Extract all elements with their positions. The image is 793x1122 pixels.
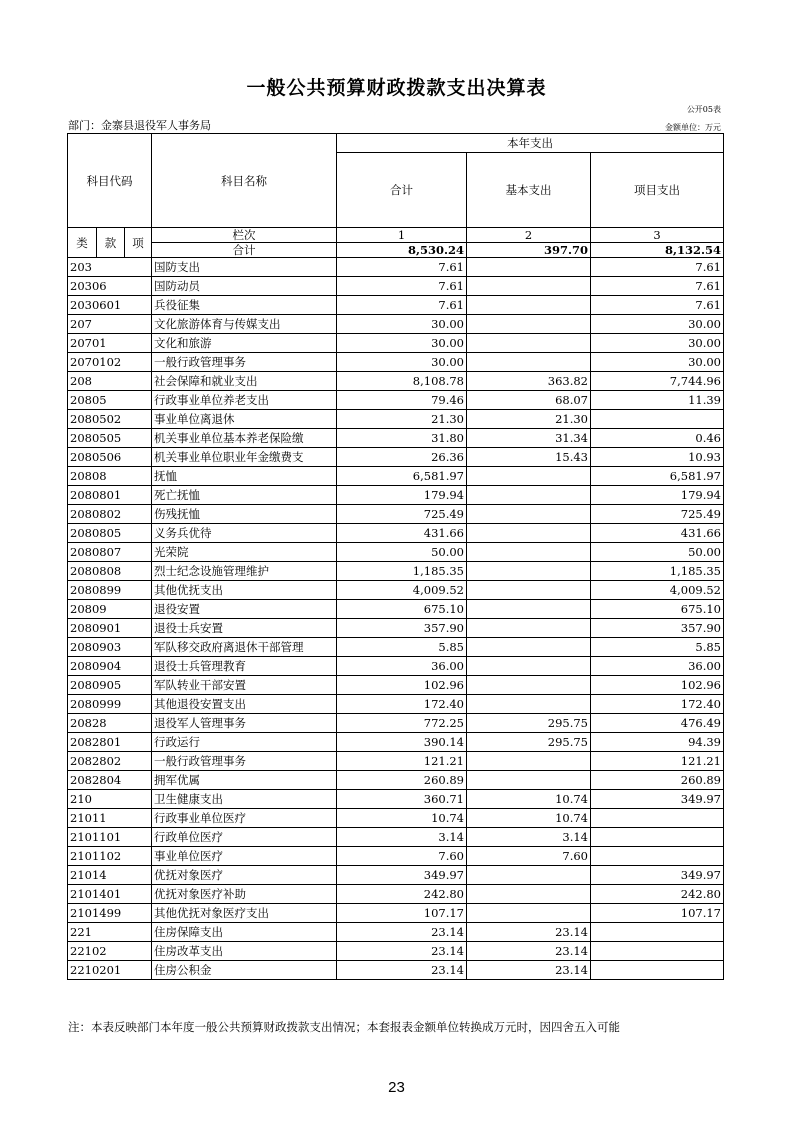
table-row [68,923,725,942]
row-project: 7,744.96 [591,372,724,391]
row-project: 349.97 [591,866,724,885]
table-row [68,695,725,714]
row-total: 23.14 [337,942,467,961]
total-sum: 8,530.24 [337,243,467,258]
row-total: 390.14 [337,733,467,752]
row-project: 357.90 [591,619,724,638]
row-project: 30.00 [591,315,724,334]
table-row [68,372,725,391]
expenditure-table [67,133,725,980]
row-basic: 10.74 [467,809,591,828]
row-project: 5.85 [591,638,724,657]
table-row [68,809,725,828]
header-xiang: 项 [125,228,152,258]
table-row [68,866,725,885]
row-basic: 15.43 [467,448,591,467]
table-row [68,296,725,315]
row-name: 卫生健康支出 [152,790,337,809]
row-code: 221 [68,923,152,942]
row-project: 6,581.97 [591,467,724,486]
row-name: 住房公积金 [152,961,337,980]
row-project: 349.97 [591,790,724,809]
row-name: 一般行政管理事务 [152,752,337,771]
row-code: 2101101 [68,828,152,847]
table-row [68,315,725,334]
row-total: 360.71 [337,790,467,809]
row-total: 21.30 [337,410,467,429]
header-code: 科目代码 [68,134,152,228]
row-name: 事业单位医疗 [152,847,337,866]
row-name: 抚恤 [152,467,337,486]
table-row [68,828,725,847]
header-name: 科目名称 [152,134,337,228]
row-code: 20805 [68,391,152,410]
table-row [68,334,725,353]
row-name: 行政运行 [152,733,337,752]
table-row [68,942,725,961]
table-row [68,904,725,923]
row-basic: 10.74 [467,790,591,809]
row-name: 社会保障和就业支出 [152,372,337,391]
header-basic: 基本支出 [467,153,591,228]
row-basic [467,885,591,904]
row-project: 0.46 [591,429,724,448]
row-code: 2080505 [68,429,152,448]
header-kuan: 款 [97,228,125,258]
table-row [68,638,725,657]
row-code: 2082801 [68,733,152,752]
row-name: 光荣院 [152,543,337,562]
row-project: 30.00 [591,334,724,353]
row-code: 203 [68,258,152,277]
row-name: 文化旅游体育与传媒支出 [152,315,337,334]
table-row [68,714,725,733]
row-total: 260.89 [337,771,467,790]
row-basic [467,619,591,638]
table-row [68,391,725,410]
header-lei: 类 [68,228,97,258]
row-total: 725.49 [337,505,467,524]
spacer-cell [724,153,725,228]
row-total: 7.61 [337,296,467,315]
row-basic: 23.14 [467,961,591,980]
row-code: 2030601 [68,296,152,315]
row-code: 2080808 [68,562,152,581]
row-total: 675.10 [337,600,467,619]
row-basic: 295.75 [467,714,591,733]
row-project: 102.96 [591,676,724,695]
table-row [68,581,725,600]
row-basic [467,486,591,505]
table-row [68,676,725,695]
row-total: 10.74 [337,809,467,828]
row-name: 行政事业单位养老支出 [152,391,337,410]
row-name: 烈士纪念设施管理维护 [152,562,337,581]
row-name: 文化和旅游 [152,334,337,353]
row-code: 2101102 [68,847,152,866]
row-name: 军队移交政府离退休干部管理 [152,638,337,657]
row-code: 22102 [68,942,152,961]
row-name: 行政事业单位医疗 [152,809,337,828]
row-basic [467,752,591,771]
row-project: 260.89 [591,771,724,790]
row-total: 772.25 [337,714,467,733]
row-basic: 295.75 [467,733,591,752]
table-row [68,524,725,543]
row-project [591,923,724,942]
table-row [68,448,725,467]
row-total: 4,009.52 [337,581,467,600]
row-project: 107.17 [591,904,724,923]
row-code: 2082802 [68,752,152,771]
row-code: 20701 [68,334,152,353]
row-total: 242.80 [337,885,467,904]
row-basic [467,638,591,657]
row-basic: 7.60 [467,847,591,866]
row-name: 义务兵优待 [152,524,337,543]
row-basic [467,505,591,524]
row-code: 2101401 [68,885,152,904]
row-project: 30.00 [591,353,724,372]
row-total: 6,581.97 [337,467,467,486]
row-name: 退役士兵管理教育 [152,657,337,676]
row-code: 2080903 [68,638,152,657]
row-basic [467,277,591,296]
table-row [68,657,725,676]
row-code: 2070102 [68,353,152,372]
row-project: 10.93 [591,448,724,467]
row-total: 30.00 [337,334,467,353]
table-row [68,543,725,562]
row-total: 36.00 [337,657,467,676]
table-row [68,258,725,277]
table-row [68,353,725,372]
row-project: 7.61 [591,277,724,296]
amount-unit-label: 金额单位：万元 [665,123,721,132]
table-row [68,733,725,752]
row-code: 20828 [68,714,152,733]
row-project: 11.39 [591,391,724,410]
row-project: 36.00 [591,657,724,676]
row-total: 349.97 [337,866,467,885]
row-name: 军队转业干部安置 [152,676,337,695]
row-code: 2080805 [68,524,152,543]
row-total: 172.40 [337,695,467,714]
total-basic: 397.70 [467,243,591,258]
row-total: 8,108.78 [337,372,467,391]
header-col2: 2 [467,228,591,243]
row-code: 20306 [68,277,152,296]
header-col3: 3 [591,228,724,243]
row-name: 退役军人管理事务 [152,714,337,733]
row-project: 675.10 [591,600,724,619]
row-project: 7.61 [591,258,724,277]
row-total: 3.14 [337,828,467,847]
row-name: 退役安置 [152,600,337,619]
row-project: 725.49 [591,505,724,524]
row-code: 2080901 [68,619,152,638]
row-name: 退役士兵安置 [152,619,337,638]
row-name: 优抚对象医疗补助 [152,885,337,904]
table-row [68,562,725,581]
row-name: 优抚对象医疗 [152,866,337,885]
header-year-expense: 本年支出 [337,134,724,153]
row-code: 2080904 [68,657,152,676]
table-row [68,771,725,790]
row-total: 7.61 [337,277,467,296]
table-row [68,847,725,866]
row-project [591,847,724,866]
table-row [68,790,725,809]
form-number: 公开05表 [686,105,721,114]
row-project: 172.40 [591,695,724,714]
row-name: 伤残抚恤 [152,505,337,524]
department-label: 部门：金寨县退役军人事务局 [68,119,211,132]
row-basic: 23.14 [467,923,591,942]
row-code: 207 [68,315,152,334]
row-total: 179.94 [337,486,467,505]
header-col1: 1 [337,228,467,243]
row-code: 2080506 [68,448,152,467]
row-project: 121.21 [591,752,724,771]
table-row [68,885,725,904]
table-row [68,600,725,619]
row-name: 其他优抚对象医疗支出 [152,904,337,923]
row-code: 2080807 [68,543,152,562]
row-total: 357.90 [337,619,467,638]
row-project: 179.94 [591,486,724,505]
row-total: 7.61 [337,258,467,277]
row-total: 121.21 [337,752,467,771]
row-name: 住房保障支出 [152,923,337,942]
row-name: 兵役征集 [152,296,337,315]
row-project [591,828,724,847]
page-title: 一般公共预算财政拨款支出决算表 [246,77,547,99]
row-project [591,942,724,961]
row-basic [467,657,591,676]
table-row [68,467,725,486]
row-total: 1,185.35 [337,562,467,581]
header-total: 合计 [337,153,467,228]
row-basic: 68.07 [467,391,591,410]
row-name: 一般行政管理事务 [152,353,337,372]
row-project: 4,009.52 [591,581,724,600]
row-code: 2080802 [68,505,152,524]
table-row [68,486,725,505]
row-name: 事业单位离退休 [152,410,337,429]
row-basic [467,676,591,695]
total-project: 8,132.54 [591,243,724,258]
row-total: 431.66 [337,524,467,543]
table-row [68,429,725,448]
row-basic [467,258,591,277]
row-total: 79.46 [337,391,467,410]
table-row [68,961,725,980]
row-code: 2082804 [68,771,152,790]
row-name: 住房改革支出 [152,942,337,961]
row-basic [467,296,591,315]
row-total: 7.60 [337,847,467,866]
row-name: 机关事业单位职业年金缴费支 [152,448,337,467]
row-basic [467,334,591,353]
row-code: 208 [68,372,152,391]
row-basic: 363.82 [467,372,591,391]
row-total: 31.80 [337,429,467,448]
row-basic [467,695,591,714]
row-project [591,809,724,828]
row-name: 其他退役安置支出 [152,695,337,714]
row-total: 5.85 [337,638,467,657]
row-total: 26.36 [337,448,467,467]
row-basic [467,524,591,543]
row-basic [467,353,591,372]
row-total: 50.00 [337,543,467,562]
row-name: 国防动员 [152,277,337,296]
row-code: 2210201 [68,961,152,980]
row-basic [467,581,591,600]
table-row [68,752,725,771]
row-basic: 21.30 [467,410,591,429]
row-project: 94.39 [591,733,724,752]
row-project: 431.66 [591,524,724,543]
header-project: 项目支出 [591,153,724,228]
row-basic [467,904,591,923]
row-basic [467,562,591,581]
row-code: 2080801 [68,486,152,505]
table-row [68,410,725,429]
row-total: 102.96 [337,676,467,695]
row-name: 行政单位医疗 [152,828,337,847]
header-column-no: 栏次 [152,228,337,243]
table-row [68,277,725,296]
row-name: 国防支出 [152,258,337,277]
row-basic [467,315,591,334]
page-number: 23 [388,1079,405,1096]
row-project: 476.49 [591,714,724,733]
table-row [68,619,725,638]
row-basic [467,467,591,486]
row-total: 107.17 [337,904,467,923]
total-label: 合计 [152,243,337,258]
row-basic [467,866,591,885]
row-project: 7.61 [591,296,724,315]
row-code: 2080502 [68,410,152,429]
row-name: 机关事业单位基本养老保险缴 [152,429,337,448]
row-basic [467,771,591,790]
row-total: 30.00 [337,353,467,372]
row-code: 2080905 [68,676,152,695]
row-project [591,410,724,429]
row-total: 23.14 [337,961,467,980]
row-project: 242.80 [591,885,724,904]
row-basic: 31.34 [467,429,591,448]
row-basic [467,543,591,562]
row-code: 20809 [68,600,152,619]
row-code: 2080899 [68,581,152,600]
row-basic: 3.14 [467,828,591,847]
row-total: 23.14 [337,923,467,942]
row-basic [467,600,591,619]
row-code: 2101499 [68,904,152,923]
row-project: 1,185.35 [591,562,724,581]
row-name: 拥军优属 [152,771,337,790]
row-code: 20808 [68,467,152,486]
row-name: 死亡抚恤 [152,486,337,505]
row-code: 210 [68,790,152,809]
row-project [591,961,724,980]
row-code: 2080999 [68,695,152,714]
row-project: 50.00 [591,543,724,562]
row-code: 21011 [68,809,152,828]
row-name: 其他优抚支出 [152,581,337,600]
row-total: 30.00 [337,315,467,334]
table-row [68,505,725,524]
footnote: 注：本表反映部门本年度一般公共预算财政拨款支出情况；本套报表金额单位转换成万元时，因四舍五入可能 [68,1020,620,1034]
row-basic: 23.14 [467,942,591,961]
row-code: 21014 [68,866,152,885]
